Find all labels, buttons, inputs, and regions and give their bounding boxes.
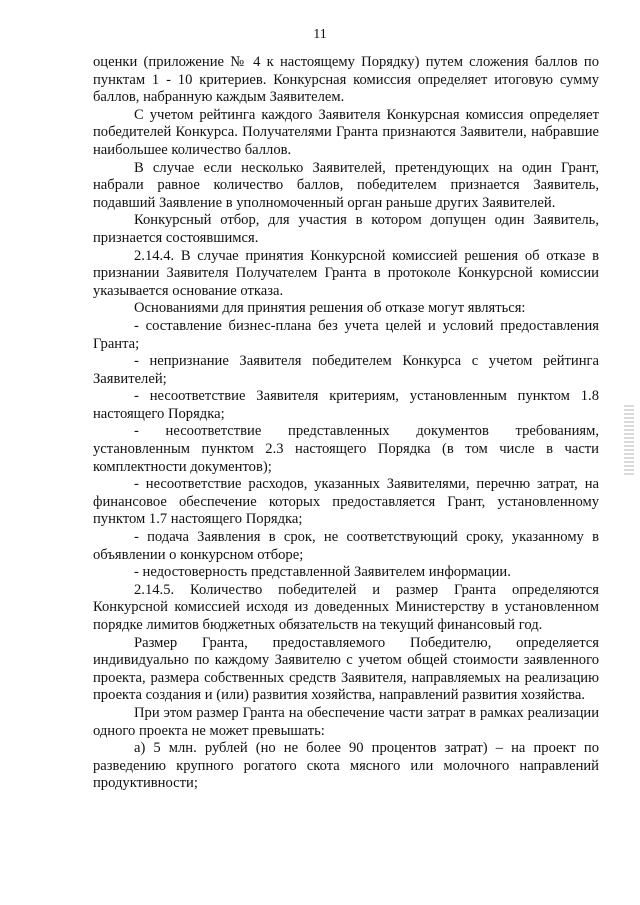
- paragraph: 2.14.4. В случае принятия Конкурсной комиссией решения об отказе в признании Заявителя Получателем Гранта в протоколе Конкурсной комиссии указывается основание отказа.: [93, 247, 599, 299]
- paragraph: - составление бизнес-плана без учета целей и условий предоставления Гранта;: [93, 317, 599, 352]
- paragraph: Размер Гранта, предоставляемого Победителю, определяется индивидуально по каждому Заявителю с учетом общей стоимости заявленного проекта, размера собственных средств Заявителя, направляемых на реализацию проекта создания и (или) развития хозяйства, направлений развития хозяйства.: [93, 634, 599, 704]
- paragraph: а) 5 млн. рублей (но не более 90 процентов затрат) – на проект по разведению крупного рогатого скота мясного или молочного направлений продуктивности;: [93, 740, 599, 792]
- paragraph: В случае если несколько Заявителей, претендующих на один Грант, набрали равное количество баллов, победителем признается Заявитель, подавший Заявление в уполномоченный орган раньше других Заявителей.: [93, 159, 599, 211]
- paragraph: При этом размер Гранта на обеспечение части затрат в рамках реализации одного проекта не может превышать:: [93, 704, 599, 739]
- paragraph: Конкурсный отбор, для участия в котором допущен один Заявитель, признается состоявшимся.: [93, 212, 599, 246]
- page-number: 11: [313, 27, 327, 42]
- paragraph: - несоответствие Заявителя критериям, установленным пунктом 1.8 настоящего Порядка;: [93, 388, 599, 422]
- paragraph: - непризнание Заявителя победителем Конкурса с учетом рейтинга Заявителей;: [93, 353, 599, 387]
- paragraph: 2.14.5. Количество победителей и размер Гранта определяются Конкурсной комиссией исходя из доведенных Министерству в установленном порядке лимитов бюджетных обязательств на текущий финансовый год.: [93, 581, 599, 633]
- document-body: [93, 54, 599, 793]
- paragraph: Основаниями для принятия решения об отказе могут являться:: [134, 300, 526, 317]
- paragraph: - несоответствие представленных документов требованиям, установленным пунктом 2.3 настоящего Порядка (в том числе в части комплектности документов);: [93, 423, 599, 475]
- paragraph: С учетом рейтинга каждого Заявителя Конкурсная комиссия определяет победителей Конкурса. Получателями Гранта признаются Заявители, набравшие наибольшее количество баллов.: [93, 106, 599, 158]
- scan-margin-mark: [624, 405, 634, 475]
- paragraph: оценки (приложение № 4 к настоящему Порядку) путем сложения баллов по пунктам 1 - 10 критериев. Конкурсная комиссия определяет итоговую сумму баллов, набранную каждым Заявителем.: [93, 54, 599, 106]
- paragraph: - подача Заявления в срок, не соответствующий сроку, указанному в объявлении о конкурсном отборе;: [93, 529, 599, 563]
- paragraph: - недостоверность представленной Заявителем информации.: [134, 564, 511, 581]
- paragraph: - несоответствие расходов, указанных Заявителями, перечню затрат, на финансовое обеспечение которых предоставляется Грант, установленному пунктом 1.7 настоящего Порядка;: [93, 476, 599, 528]
